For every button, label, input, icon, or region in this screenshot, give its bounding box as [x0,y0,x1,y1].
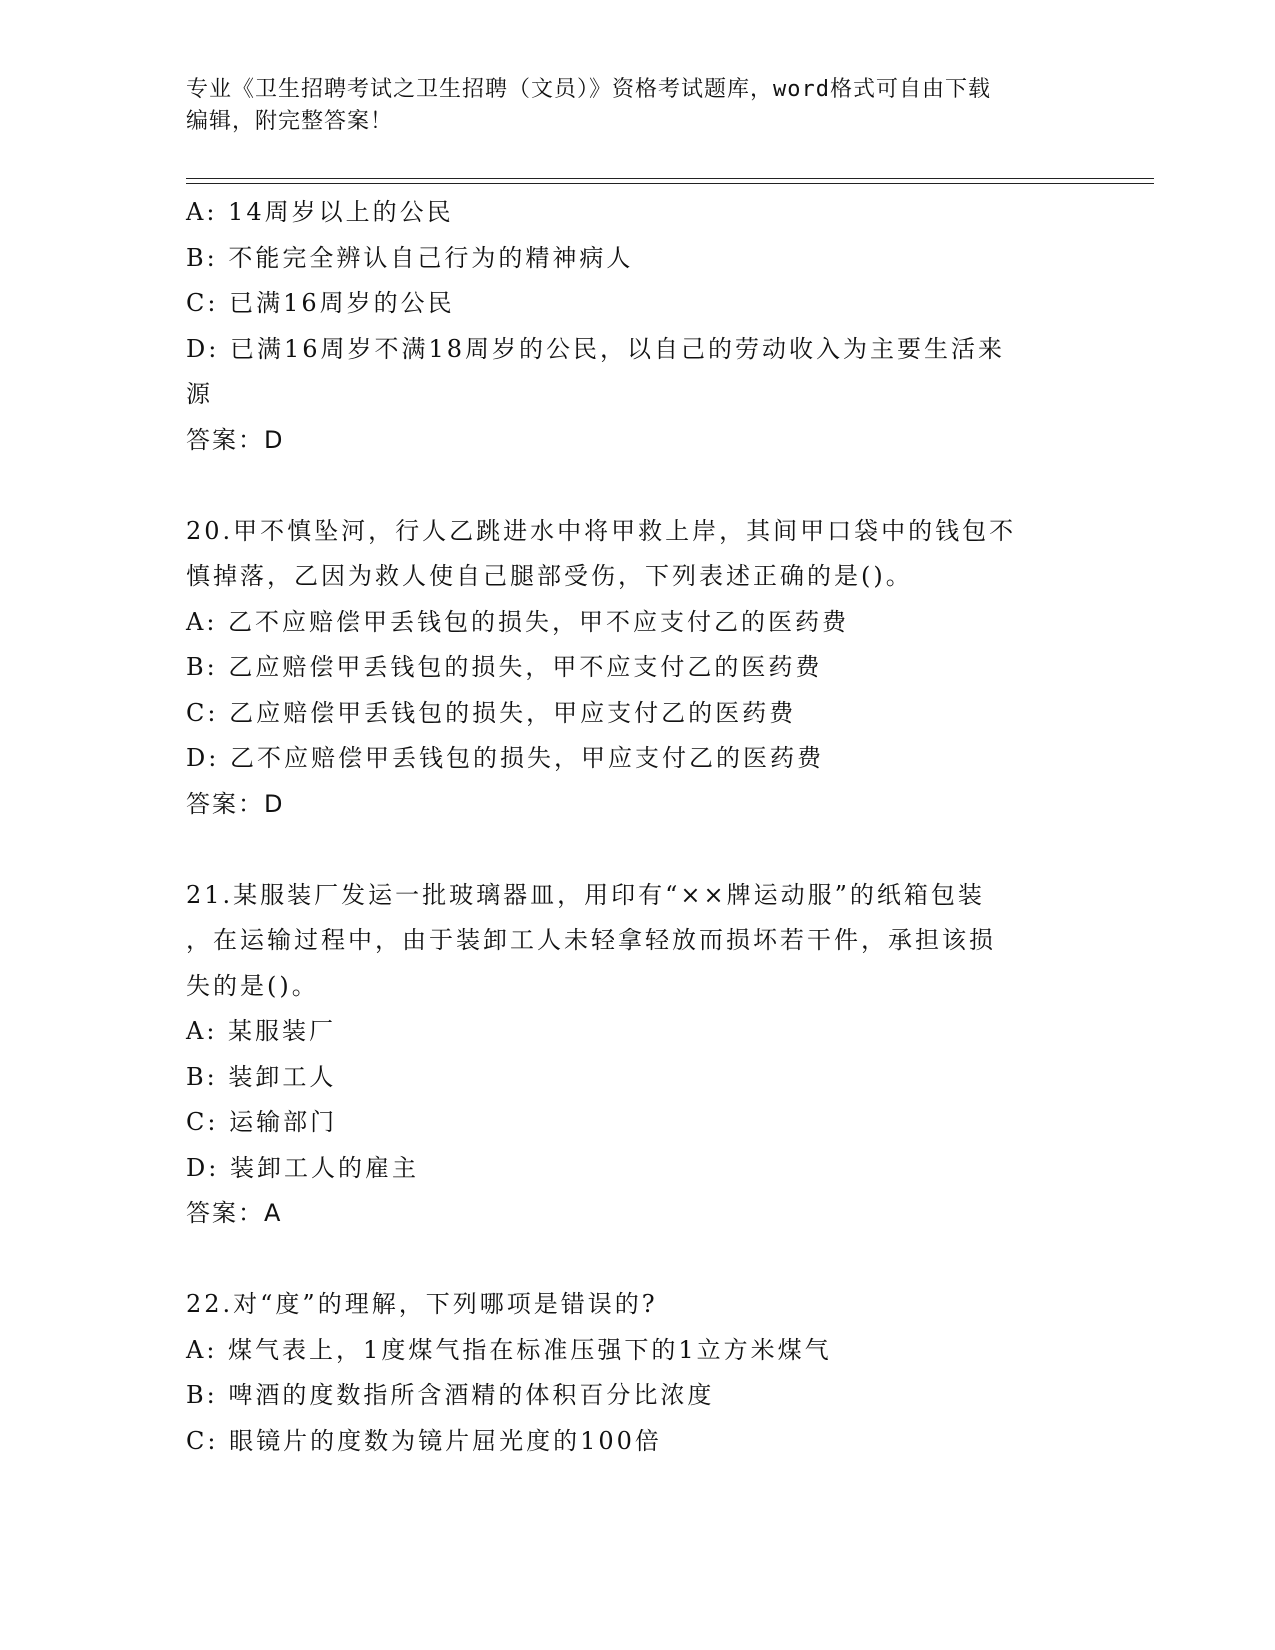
question-stem: 慎掉落，乙因为救人使自己腿部受伤，下列表述正确的是()。 [186,562,913,590]
option-c: C: 运输部门 [186,1108,338,1136]
question-stem: 21.某服装厂发运一批玻璃器皿，用印有“××牌运动服”的纸箱包装 [186,880,985,909]
question-stem: 失的是()。 [186,971,319,1000]
option-a: A: 乙不应赔偿甲丢钱包的损失，甲不应支付乙的医药费 [186,607,850,636]
document-header [186,74,1066,138]
question-stem: 22.对“度”的理解，下列哪项是错误的? [186,1290,658,1318]
question-stem: 20.甲不慎坠河，行人乙跳进水中将甲救上岸，其间甲口袋中的钱包不 [186,516,1017,545]
option-b: B: 不能完全辨认自己行为的精神病人 [186,243,634,272]
option-b: B: 啤酒的度数指所含酒精的体积百分比浓度 [186,1381,715,1409]
option-d: D: 已满16周岁不满18周岁的公民，以自己的劳动收入为主要生活来 [186,334,1006,363]
option-a: A: 某服装厂 [186,1017,337,1045]
header-divider-top [186,178,1154,179]
header-line-2: 编辑，附完整答案！ [186,109,394,134]
answer-line: 答案：D [186,425,285,454]
option-a: A: 14周岁以上的公民 [186,198,454,226]
option-b: B: 乙应赔偿甲丢钱包的损失，甲不应支付乙的医药费 [186,653,823,681]
answer-line: 答案：A [186,1199,283,1227]
question-stem: ，在运输过程中，由于装卸工人未轻拿轻放而损坏若干件，承担该损 [186,926,996,954]
header-divider-bottom [186,183,1154,184]
question-19 [186,190,1086,463]
question-content [186,190,1086,1464]
option-d: D: 装卸工人的雇主 [186,1153,419,1182]
answer-line: 答案：D [186,789,285,818]
question-21 [186,873,1086,1237]
option-c: C: 乙应赔偿甲丢钱包的损失，甲应支付乙的医药费 [186,698,797,727]
option-c: C: 已满16周岁的公民 [186,289,455,317]
option-c: C: 眼镜片的度数为镜片屈光度的100倍 [186,1426,662,1455]
question-20 [186,509,1086,828]
option-a: A: 煤气表上，1度煤气指在标准压强下的1立方米煤气 [186,1335,832,1364]
option-d-continued: 源 [186,380,213,408]
question-22 [186,1282,1086,1464]
option-b: B: 装卸工人 [186,1062,337,1091]
header-line-1: 专业《卫生招聘考试之卫生招聘（文员）》资格考试题库，word格式可自由下载 [186,77,991,102]
option-d: D: 乙不应赔偿甲丢钱包的损失，甲应支付乙的医药费 [186,744,824,772]
